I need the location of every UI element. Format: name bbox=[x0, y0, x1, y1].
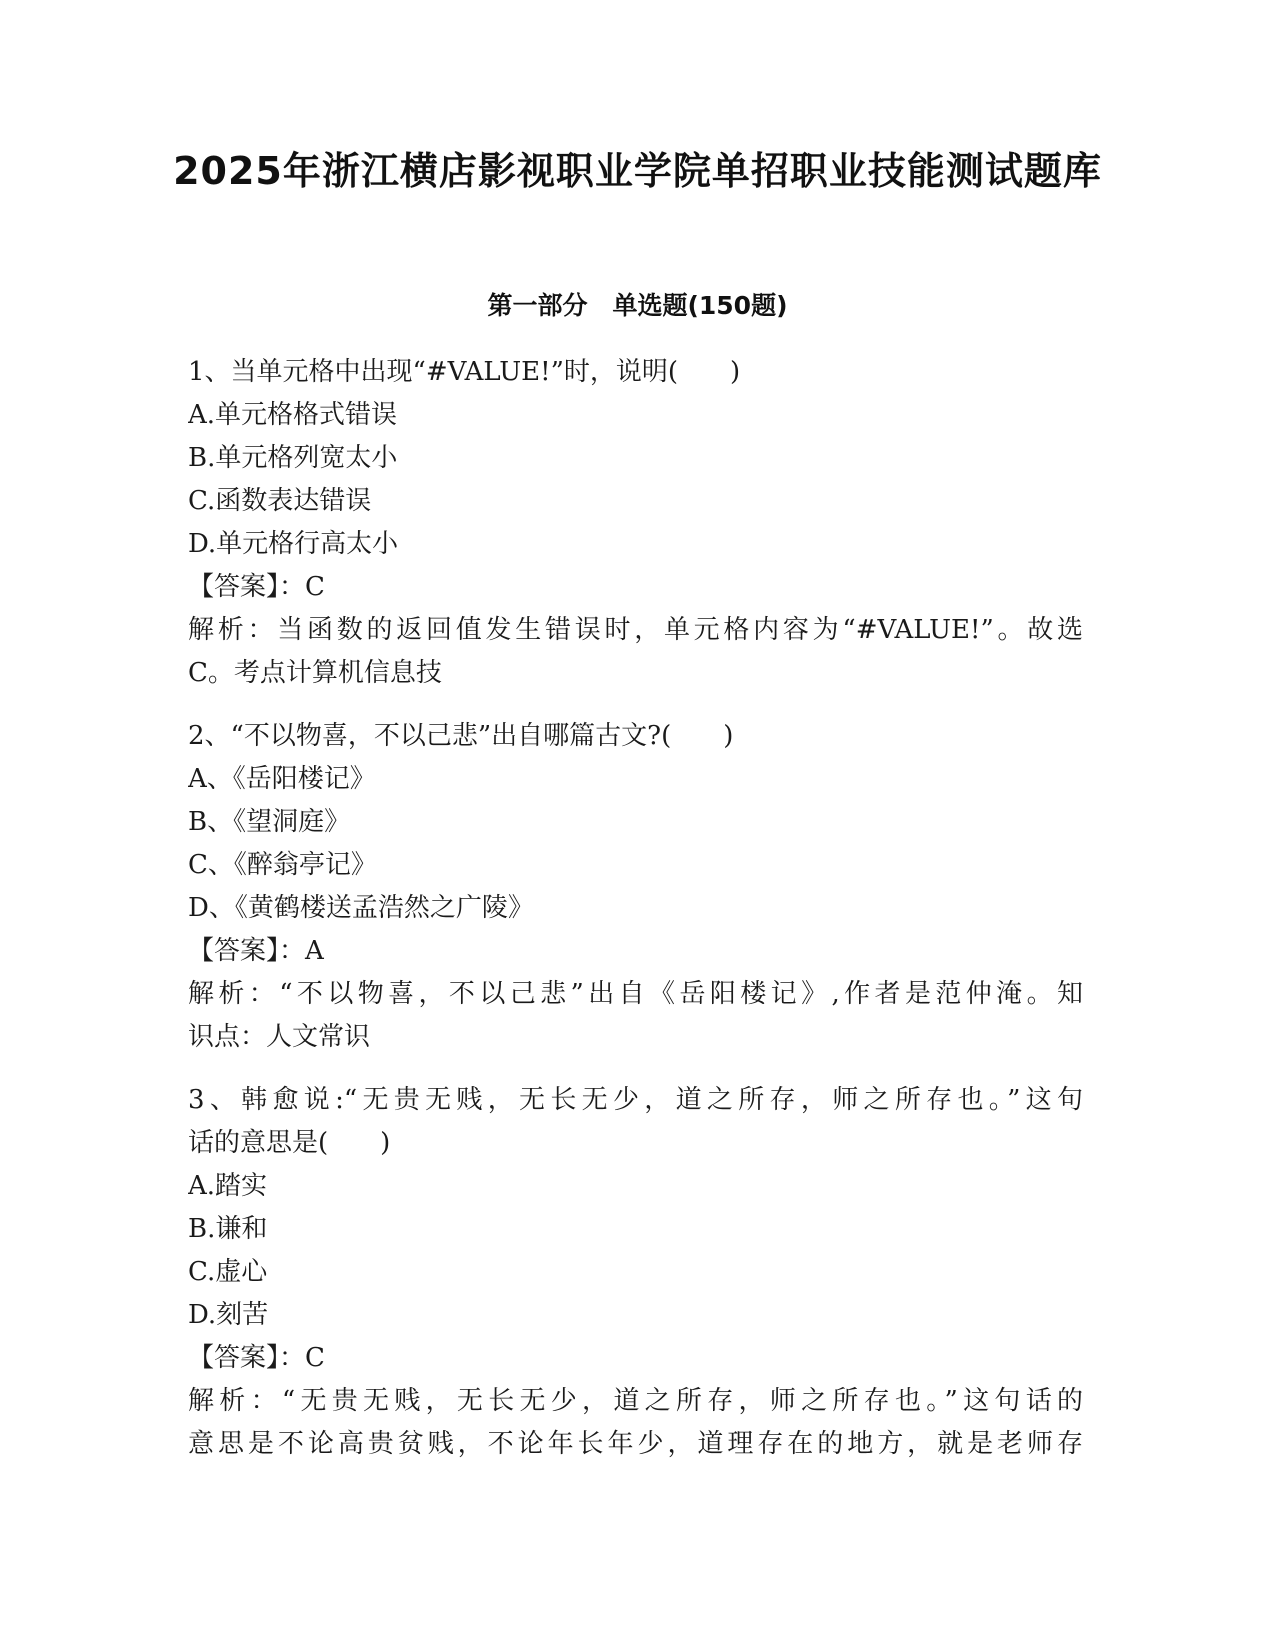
option-b: B.谦和 bbox=[188, 1214, 268, 1244]
option-d: D.单元格行高太小 bbox=[188, 529, 399, 559]
option-b: B、《望洞庭》 bbox=[188, 807, 351, 837]
section-title: 第一部分 单选题(150题) bbox=[487, 291, 788, 320]
question-stem: 2、“不以物喜，不以己悲”出自哪篇古文?( ) bbox=[188, 721, 734, 751]
analysis-line: C。考点计算机信息技 bbox=[188, 658, 442, 688]
answer-line: 【答案】：A bbox=[188, 936, 324, 966]
option-c: C.虚心 bbox=[188, 1257, 268, 1287]
question-1 bbox=[188, 351, 1083, 695]
option-d: D、《黄鹤楼送孟浩然之广陵》 bbox=[188, 893, 534, 923]
document-title: 2025年浙江横店影视职业学院单招职业技能测试题库 bbox=[173, 149, 1102, 193]
option-b: B.单元格列宽太小 bbox=[188, 443, 398, 473]
analysis-line: 解析：当函数的返回值发生错误时，单元格内容为“#VALUE!”。故选 bbox=[188, 615, 1083, 645]
answer-line: 【答案】：C bbox=[188, 572, 325, 602]
question-stem: 1、当单元格中出现“#VALUE!”时，说明( ) bbox=[188, 357, 741, 387]
question-stem-continued: 话的意思是( ) bbox=[188, 1128, 391, 1158]
analysis-line: 意思是不论高贵贫贱，不论年长年少，道理存在的地方，就是老师存 bbox=[188, 1429, 1083, 1459]
analysis-line: 解析：“不以物喜，不以己悲”出自《岳阳楼记》,作者是范仲淹。知 bbox=[188, 979, 1083, 1009]
analysis-line: 解析：“无贵无贱，无长无少，道之所存，师之所存也。”这句话的 bbox=[188, 1386, 1083, 1416]
option-c: C.函数表达错误 bbox=[188, 486, 372, 516]
option-a: A.单元格格式错误 bbox=[188, 400, 398, 430]
option-d: D.刻苦 bbox=[188, 1300, 269, 1330]
option-a: A.踏实 bbox=[188, 1171, 268, 1201]
question-stem: 3、韩愈说:“无贵无贱，无长无少，道之所存，师之所存也。”这句 bbox=[188, 1085, 1083, 1115]
question-list bbox=[188, 351, 1083, 1486]
question-3 bbox=[188, 1079, 1083, 1466]
question-2 bbox=[188, 715, 1083, 1059]
answer-line: 【答案】：C bbox=[188, 1343, 325, 1373]
option-a: A、《岳阳楼记》 bbox=[188, 764, 376, 794]
option-c: C、《醉翁亭记》 bbox=[188, 850, 377, 880]
analysis-line: 识点：人文常识 bbox=[188, 1022, 371, 1052]
